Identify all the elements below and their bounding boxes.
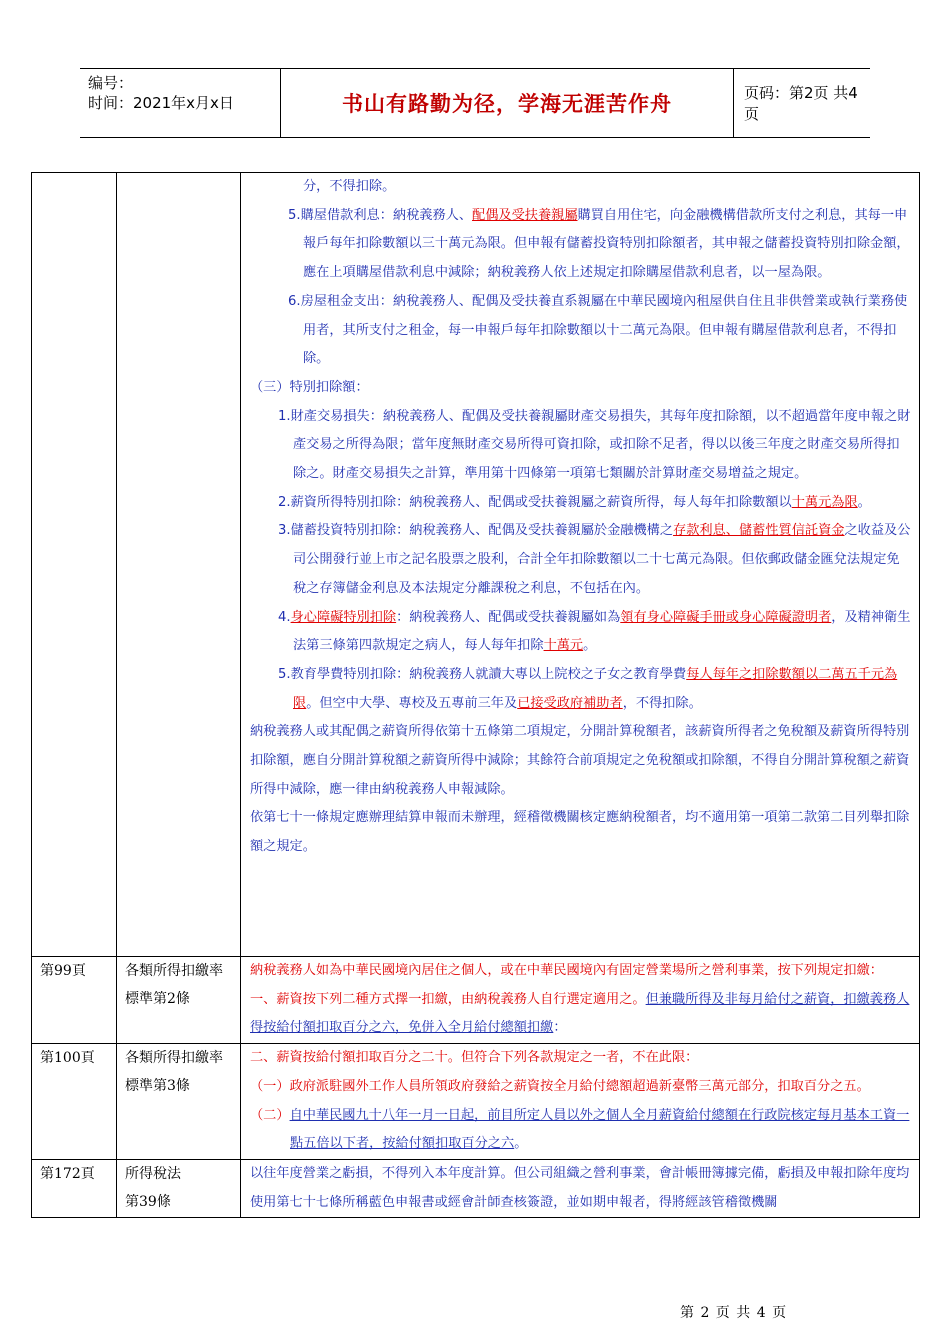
law-article: 標準第2條 <box>125 991 190 1007</box>
special-item-3 <box>250 517 911 603</box>
page-ref-cell <box>32 173 117 957</box>
row-text <box>250 986 911 1043</box>
sub-item-end: 。 <box>514 1136 528 1152</box>
content-cell <box>241 173 920 957</box>
item-6: 6.房屋租金支出：納稅義務人、配偶及受扶養直系親屬在中華民國境內租屋供自住且非供營業或執行業務使用者，其所支付之租金，每一申報戶每年扣除數額以十二萬元為限。但申報有購屋借款利息者，不得扣除。 <box>288 293 908 367</box>
special-item-5-end: ，不得扣除。 <box>622 695 702 711</box>
special-item-4-amount: 十萬元 <box>543 638 584 654</box>
law-ref-cell <box>117 173 241 957</box>
sub-item-2 <box>250 1102 911 1159</box>
time-label: 时间：2021年x月x日 <box>88 94 234 112</box>
special-item-3-text: 3.儲蓄投資特別扣除：納稅義務人、配偶及受扶養親屬於金融機構之 <box>278 523 674 539</box>
special-item-5-highlight-2: 已接受政府補助者 <box>517 695 623 711</box>
sub-item-text: 自中華民國九十八年一月一日起，前目所定人員以外之個人全月薪資給付總額在行政院核定每月基本工資一點五倍以下者，按給付額扣取百分之六 <box>289 1107 910 1152</box>
special-item-4 <box>250 604 911 661</box>
law-ref-cell <box>117 1159 241 1217</box>
comparison-table <box>31 172 920 1218</box>
sub-item-1 <box>250 1073 911 1102</box>
special-item-2-text: 2.薪資所得特別扣除：納稅義務人、配偶或受扶養親屬之薪資所得，每人每年扣除數額以 <box>278 494 792 510</box>
special-item-2 <box>250 489 911 518</box>
table-row <box>32 957 920 1044</box>
special-item-5-text-2: 。但空中大學、專校及五專前三年及 <box>306 695 518 711</box>
number-label: 编号： <box>88 74 134 92</box>
special-item-4-text: ：納稅義務人、配偶或受扶養親屬如為 <box>396 609 621 625</box>
continued-line: 分，不得扣除。 <box>303 179 396 194</box>
special-item-4-highlight: 領有身心障礙手冊或身心障礙證明者 <box>620 609 832 625</box>
special-item-3-highlight: 存款利息、儲蓄性質信託資金 <box>673 523 845 539</box>
law-ref-cell <box>117 1044 241 1160</box>
law-article: 標準第3條 <box>125 1078 190 1095</box>
item-5-text-c: 購買自用住宅，向金融機構借款所支付之利息，其每一申報戶每年扣除數額以三十萬元為限。但申報有儲蓄投資特別扣除額者，其申報之儲蓄投資特別扣除金額，應在上項購屋借款利息中減除；納稅義務人依上述規定扣除購屋借款利息者，以一屋為限。 <box>303 207 910 281</box>
special-item-3-end: 之收益及公司公開發行並上市之記名股票之股利，合計全年扣除數額以二十七萬元為限。但依郵政儲金匯兌法規定免稅之存簿儲金利息及本法規定分離課稅之利息，不包括在內。 <box>293 523 911 596</box>
special-item-4-end: 。 <box>583 638 597 654</box>
paragraph-1: 納稅義務人或其配偶之薪資所得依第十五條第二項規定，分開計算稅額者，該薪資所得者之免稅額及薪資所得特別扣除額，應自分開計算稅額之薪資所得中減除；其餘符合前項規定之免稅額或扣除額，不得自分開計算稅額之薪資所得中減除，應一律由納稅義務人申報減除。 <box>250 724 910 797</box>
paragraph-2: 依第七十一條規定應辦理結算申報而未辦理，經稽徵機關核定應納稅額者，均不適用第一項第二款第二目列舉扣除額之規定。 <box>250 810 910 855</box>
law-article: 第39條 <box>125 1193 171 1210</box>
special-item-2-highlight: 十萬元為限 <box>791 494 858 510</box>
table-row <box>32 1044 920 1160</box>
item-5 <box>250 202 911 288</box>
special-item-4-title: 身心障礙特別扣除 <box>290 609 397 625</box>
content-cell <box>241 1044 920 1160</box>
item-5-highlight: 配偶及受扶養親屬 <box>472 207 578 223</box>
special-item-5-text: 5.教育學費特別扣除：納稅義務人就讀大專以上院校之子女之教育學費 <box>278 666 687 682</box>
row-text: 二、薪資按給付額扣取百分之二十。但符合下列各款規定之一者，不在此限： <box>250 1050 699 1066</box>
special-item-5-highlight: 每人每年之扣除數額以二萬五千元為限 <box>293 666 898 711</box>
law-ref-cell <box>117 957 241 1044</box>
row-text: 以往年度營業之虧損，不得列入本年度計算。但公司組織之營利事業，會計帳冊簿據完備，虧損及申報扣除年度均使用第七十七條所稱藍色申報書或經會計師查核簽證，並如期申報者，得將經該管稽徵機關 <box>250 1165 910 1210</box>
sub-item-text: 政府派駐國外工作人員所領政府發給之薪資按全月給付總額超過新臺幣三萬元部分，扣取百分之五。 <box>289 1078 870 1094</box>
special-item-4-num: 4. <box>278 609 291 625</box>
page-ref-cell: 第172頁 <box>32 1159 117 1217</box>
special-item-2-end: 。 <box>857 494 871 510</box>
table-row <box>32 173 920 957</box>
special-item-1: 1.財產交易損失：納稅義務人、配偶及受扶養親屬財產交易損失，其每年度扣除額，以不超過當年度申報之財產交易之所得為限；當年度無財產交易所得可資扣除，或扣除不足者，得以以後三年度之財產交易所得扣除之。財產交易損失之計算，準用第十四條第一項第七類關於計算財產交易增益之規定。 <box>278 408 911 482</box>
document-header <box>80 68 870 138</box>
content-cell <box>241 1159 920 1217</box>
sub-item-num: （二） <box>250 1107 290 1123</box>
sub-item-num: （一） <box>250 1078 290 1094</box>
header-motto: 书山有路勤为径，学海无涯苦作舟 <box>280 69 734 137</box>
page-footer: 第 2 页 共 4 页 <box>680 1305 788 1321</box>
row-text-red: 一、薪資按下列二種方式擇一扣繳，由納稅義務人自行選定適用之。 <box>250 991 646 1007</box>
law-name: 各類所得扣繳率 <box>125 1050 223 1067</box>
page-ref-cell: 第99頁 <box>32 957 117 1044</box>
table-row <box>32 1159 920 1217</box>
content-cell <box>241 957 920 1044</box>
row-text-end: ： <box>553 1020 567 1036</box>
row-text-underlined: 但兼職所得及非每月給付之薪資，扣繳義務人得按給付額扣取百分之六，免併入全月給付總額扣繳 <box>250 991 910 1036</box>
row-text: 納稅義務人如為中華民國境內居住之個人，或在中華民國境內有固定營業場所之營利事業，按下列規定扣繳： <box>250 963 883 978</box>
law-name: 各類所得扣繳率 <box>125 963 223 979</box>
page-label: 页码：第2页 共4页 <box>744 84 858 123</box>
item-5-text-a: 5.購屋借款利息：納稅義務人、 <box>288 207 473 223</box>
special-item-5 <box>250 661 911 718</box>
header-meta <box>80 69 280 137</box>
law-name: 所得稅法 <box>125 1165 181 1182</box>
page-ref-cell: 第100頁 <box>32 1044 117 1160</box>
special-item-4-text-2: ，及精神衛生法第三條第四款規定之病人，每人每年扣除 <box>293 609 911 654</box>
section-3-heading: （三）特別扣除額： <box>250 379 369 395</box>
